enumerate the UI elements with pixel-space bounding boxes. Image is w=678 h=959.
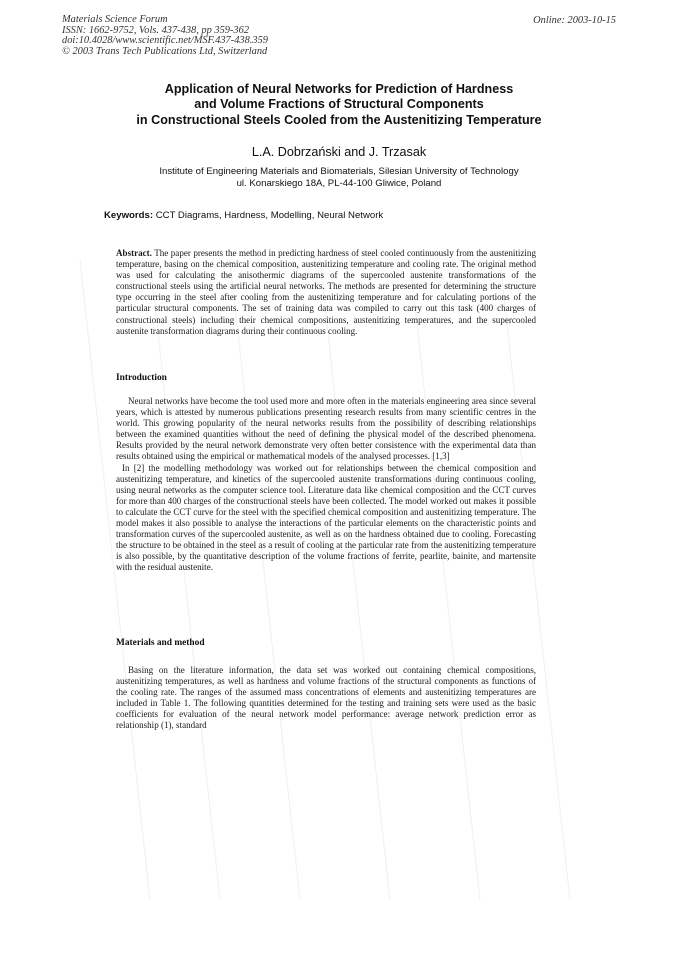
affiliation-line: ul. Konarskiego 18A, PL-44-100 Gliwice, Poland xyxy=(236,178,442,190)
authors: L.A. Dobrzański and J. Trzasak xyxy=(251,145,427,159)
title-line: and Volume Fractions of Structural Components xyxy=(194,97,484,112)
materials-heading: Materials and method xyxy=(116,638,205,648)
keywords xyxy=(104,210,383,221)
journal-name: Materials Science Forum xyxy=(62,14,168,25)
affiliation xyxy=(60,166,618,191)
title-line: Application of Neural Networks for Prediction of Hardness xyxy=(164,82,514,96)
doi-line: doi:10.4028/www.scientific.net/MSF.437-438.359 xyxy=(62,35,268,47)
paragraph: In [2] the modelling methodology was worked out for relationships between the chemical composition and austenitizing temperature, and kinetics of the supercooled austenite transformations during continuous cooling, using neural networks as the computer science tool. Literature data like chemical composition and the CCT curves for more than 400 charges of the constructional steels have been collected. The model worked out makes it possible to calculate the CCT curve for the steel with the specified chemical composition and austenitizing temperature. The model makes it also possible to analyse the interactions of the particular elements on the characteristic points and transformation curves of the supercooled austenite, as well as on the hardness obtained due to cooling. Forecasting the structure to be obtained in the steel as a result of cooling at the particular rate from the austenitizing temperature is also possible, by the quantitative description of the volume fractions of ferrite, pearlite, bainite, and martensite with the residual austenite. xyxy=(116,462,536,573)
abstract-text: The paper presents the method in predicting hardness of steel cooled continuously from the austenitizing temperature, basing on the chemical composition, austenitizing temperature and cooling rate. The original method was used for calculating the anisothermic diagrams of the supercooled austenite transformations of the constructional steels using the artificial neural networks. The methods are presented for determining the structure type occurring in the steel after cooling from the austenitizing temperature and for calculating portions of the particular structural components. The set of training data was compiled to carry out this task (400 charges of constructional steels) including their chemical compositions, austenitizing temperatures, and the supercooled austenite transformation diagrams during their continuous cooling. xyxy=(116,248,536,336)
journal-header xyxy=(62,15,268,57)
abstract-label: Abstract. xyxy=(116,248,152,258)
materials-body xyxy=(116,665,536,732)
copyright-line: © 2003 Trans Tech Publications Ltd, Switzerland xyxy=(62,45,268,57)
title-line: in Constructional Steels Cooled from the Austenitizing Temperature xyxy=(136,112,542,127)
paragraph: Neural networks have become the tool used more and more often in the materials engineering area since several years, which is attested by numerous publications presenting research results from many scientific centres in the world. This growing popularity of the neural networks results from the possibility of describing relationships between the examined quantities without the need of defining the physical model of the described phenomena. Results provided by the neural network demonstrate very often better consistence with the experimental data than results obtained using the empirical or mathematical models of the analysed processes. [1,3] xyxy=(116,396,536,462)
online-date: Online: 2003-10-15 xyxy=(533,15,616,26)
introduction-body xyxy=(116,396,536,574)
issn-line: ISSN: 1662-9752, Vols. 437-438, pp 359-362 xyxy=(62,24,250,36)
paper-title xyxy=(60,82,618,128)
affiliation-line: Institute of Engineering Materials and Biomaterials, Silesian University of Technology xyxy=(159,166,519,177)
keywords-label: Keywords: xyxy=(104,210,154,221)
keywords-text: CCT Diagrams, Hardness, Modelling, Neural Network xyxy=(155,210,384,221)
introduction-heading: Introduction xyxy=(116,373,167,383)
paragraph: Basing on the literature information, the data set was worked out containing chemical compositions, austenitizing temperatures, as well as hardness and volume fractions of the structural components as functions of the cooling rate. The ranges of the assumed mass concentrations of elements and austenitizing temperatures are included in Table 1. The following quantities determined for the testing and training sets were used as the basic coefficients for evaluation of the neural network model performance: average network prediction error as relationship (1), standard xyxy=(116,665,536,731)
abstract xyxy=(116,248,536,337)
